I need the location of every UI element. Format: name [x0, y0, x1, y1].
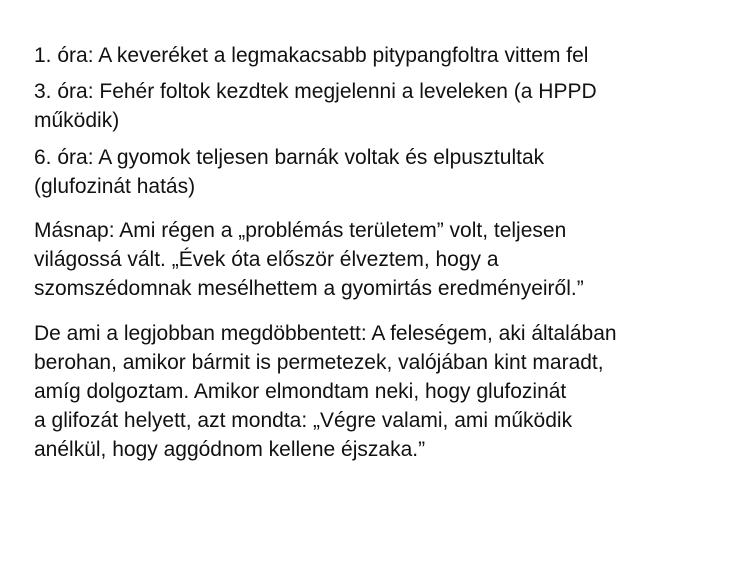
- text-line: De ami a legjobban megdöbbentett: A feleségem, aki általában: [34, 322, 617, 345]
- text-line: amíg dolgoztam. Amikor elmondtam neki, hogy glufozinát: [34, 380, 567, 403]
- text-line: 6. óra: A gyomok teljesen barnák voltak és elpusztultak: [34, 146, 545, 169]
- text-line: Másnap: Ami régen a „problémás területem” volt, teljesen: [34, 219, 567, 242]
- text-line: világossá vált. „Évek óta először élveztem, hogy a: [34, 248, 499, 271]
- paragraph-hour-1: [34, 41, 730, 70]
- text-line: berohan, amikor bármit is permetezek, valójában kint maradt,: [34, 351, 604, 374]
- text-line: működik): [34, 109, 120, 132]
- text-line: (glufozinát hatás): [34, 175, 196, 198]
- text-line: 3. óra: Fehér foltok kezdtek megjelenni a leveleken (a HPPD: [34, 80, 597, 103]
- paragraph-hour-3: [34, 77, 730, 135]
- text-line: a glifozát helyett, azt mondta: „Végre valami, ami működik: [34, 409, 573, 432]
- paragraph-wife-reaction: [34, 319, 730, 464]
- text-line: anélkül, hogy aggódnom kellene éjszaka.”: [34, 438, 426, 461]
- paragraph-hour-6: [34, 143, 730, 201]
- text-line: szomszédomnak mesélhettem a gyomirtás eredményeiről.”: [34, 277, 584, 300]
- text-line: 1. óra: A keveréket a legmakacsabb pitypangfoltra vittem fel: [34, 44, 589, 67]
- paragraph-next-day: [34, 216, 730, 303]
